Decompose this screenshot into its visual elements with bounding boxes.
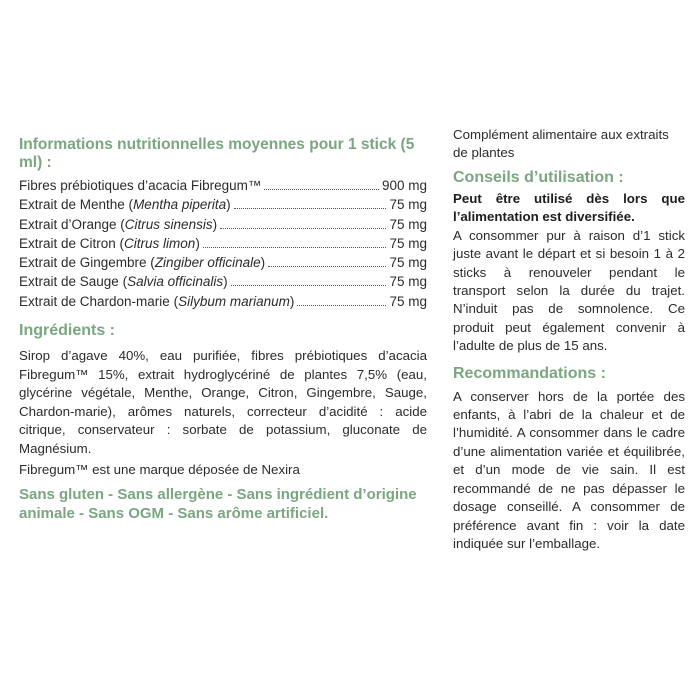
nutrition-row-value: 75 mg [389,216,427,232]
nutrition-row [19,253,427,272]
usage-heading: Conseils d’utilisation : [453,169,624,186]
nutrition-row [19,292,427,311]
dot-leader [234,208,387,209]
dot-leader [220,228,386,229]
trademark-note: Fibregum™ est une marque déposée de Nexira [19,461,300,477]
allergen-claims: Sans gluten - Sans allergène - Sans ingrédient d’origine animale - Sans OGM - Sans arôme artificiel. [19,485,417,522]
usage-bold-text: Peut être utilisé dès lors que l’alimentation est diversifiée. [453,191,685,225]
left-column [19,136,427,523]
ingredients-heading: Ingrédients : [19,322,116,340]
nutrition-row-name: Extrait de Gingembre (Zingiber officinale) [19,255,266,271]
nutrition-row [19,234,427,253]
nutrition-row [19,195,427,214]
dot-leader [264,189,379,190]
right-column [453,126,685,553]
nutrition-row-name: Fibres prébiotiques d’acacia Fibregum™ [19,178,262,193]
nutrition-row [19,272,427,291]
nutrition-row [19,176,427,195]
latin-name: Mentha piperita [133,197,227,213]
nutrition-row-value: 75 mg [389,197,427,213]
nutrition-row-name: Extrait de Menthe (Mentha piperita) [19,197,231,213]
latin-name: Zingiber officinale [154,255,261,271]
usage-text: A consommer pur à raison d’1 stick juste avant le départ et si besoin 1 à 2 sticks à renouveler pendant le transport selon la durée du trajet. N’induit pas de somnolence. Ce produit peut également convenir à l’adulte de plus de 15 ans. [453,227,685,354]
nutrition-row [19,215,427,234]
latin-name: Salvia officinalis [127,274,224,290]
recommendations-heading: Recommandations : [453,364,606,382]
nutrition-table [19,176,427,311]
nutrition-row-name: Extrait d’Orange (Citrus sinensis) [19,216,218,232]
nutrition-row-value: 75 mg [389,255,427,271]
nutrition-row-name: Extrait de Chardon-marie (Silybum marianum) [19,293,295,309]
dot-leader [268,266,386,267]
nutrition-row-value: 75 mg [389,293,427,309]
product-description: Complément alimentaire aux extraits de plantes [453,127,669,160]
dot-leader [231,285,387,286]
nutrition-row-value: 75 mg [389,235,427,251]
latin-name: Citrus sinensis [124,216,213,232]
nutrition-heading: Informations nutritionnelles moyennes pour 1 stick (5 ml) : [19,136,415,171]
nutrition-row-name: Extrait de Sauge (Salvia officinalis) [19,274,228,290]
ingredients-text: Sirop d’agave 40%, eau purifiée, fibres prébiotiques d’acacia Fibregum™ 15%, extrait hydroglycériné de plantes 7,5% (eau, glycérine végétale, Menthe, Orange, Citron, Gingembre, Sauge, Chardon-marie), arômes naturels, correcteur d’acidité : acide citrique, conservateur : sorbate de potassium, gluconate de Magnésium. [19,348,427,457]
dot-leader [203,247,387,248]
nutrition-row-value: 900 mg [381,178,427,193]
recommendations-text: A conserver hors de la portée des enfants, à l’abri de la chaleur et de l’humidité. A consommer dans le cadre d’une alimentation variée et équilibrée, et d’un mode de vie sain. Il est recommandé de ne pas dépasser le dosage conseillé. A consommer de préférence avant fin : voir la date indiquée sur l’emballage. [453,388,685,551]
latin-name: Silybum marianum [178,293,290,309]
nutrition-row-name: Extrait de Citron (Citrus limon) [19,235,200,251]
dot-leader [297,305,386,306]
nutrition-row-value: 75 mg [389,274,427,290]
latin-name: Citrus limon [124,235,196,251]
